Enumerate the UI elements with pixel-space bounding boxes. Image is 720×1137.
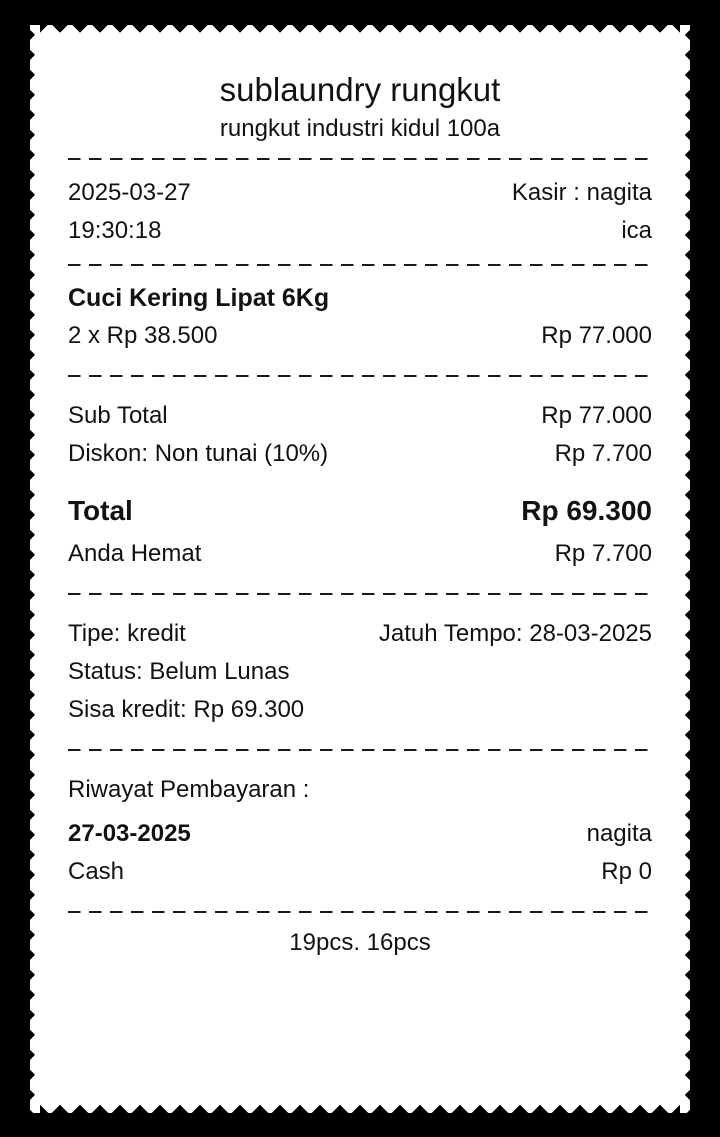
divider (68, 911, 652, 913)
line-item-name: Cuci Kering Lipat 6Kg (68, 283, 330, 312)
credit-row-1 (68, 615, 652, 653)
torn-edge-top-icon (30, 25, 690, 41)
payment-history-title: Riwayat Pembayaran : (68, 775, 310, 803)
line-item-amount: Rp 77.000 (541, 322, 652, 350)
receipt-paper (30, 25, 690, 1113)
payment-operator: nagita (586, 820, 652, 848)
divider (68, 375, 652, 377)
transaction-date: 2025-03-27 (68, 178, 191, 206)
line-item-qty-price: 2 x Rp 38.500 (68, 322, 218, 350)
total-row (68, 489, 652, 533)
receipt-meta-row-2 (68, 212, 652, 250)
credit-remaining-row (68, 691, 652, 729)
payment-date: 27-03-2025 (68, 820, 191, 848)
torn-edge-right-icon (680, 25, 690, 1113)
discount-row (68, 435, 652, 473)
divider (68, 158, 652, 160)
transaction-time: 19:30:18 (68, 216, 162, 244)
cashier-label: Kasir : nagita (511, 178, 652, 206)
credit-remaining: Sisa kredit: Rp 69.300 (68, 695, 305, 723)
receipt-meta-row-1 (68, 174, 652, 212)
footer-piece-count: 19pcs. 16pcs (289, 928, 431, 956)
torn-edge-bottom-icon (30, 1097, 690, 1113)
subtotal-label: Sub Total (68, 401, 168, 429)
store-name: sublaundry rungkut (219, 71, 501, 108)
subtotal-row (68, 397, 652, 435)
payment-history-entry-header (68, 815, 652, 853)
divider (68, 749, 652, 751)
payment-history-entry-detail (68, 853, 652, 891)
credit-status-row (68, 653, 652, 691)
divider (68, 264, 652, 266)
discount-value: Rp 7.700 (554, 439, 652, 467)
credit-status: Status: Belum Lunas (68, 657, 290, 685)
line-item-detail (68, 317, 652, 355)
credit-due-date: Jatuh Tempo: 28-03-2025 (378, 619, 652, 647)
store-address: rungkut industri kidul 100a (219, 114, 501, 142)
payment-method: Cash (68, 857, 125, 885)
savings-value: Rp 7.700 (554, 540, 652, 567)
divider (68, 593, 652, 595)
torn-edge-left-icon (30, 25, 40, 1113)
savings-row (68, 535, 652, 573)
savings-label: Anda Hemat (68, 540, 202, 567)
total-label: Total (68, 494, 133, 526)
subtotal-value: Rp 77.000 (541, 401, 652, 429)
discount-label: Diskon: Non tunai (10%) (68, 439, 329, 467)
cashier-name-continued: ica (621, 216, 652, 244)
credit-type: Tipe: kredit (68, 619, 186, 647)
payment-amount: Rp 0 (601, 857, 652, 885)
line-item (68, 280, 652, 355)
total-value: Rp 69.300 (521, 494, 652, 526)
